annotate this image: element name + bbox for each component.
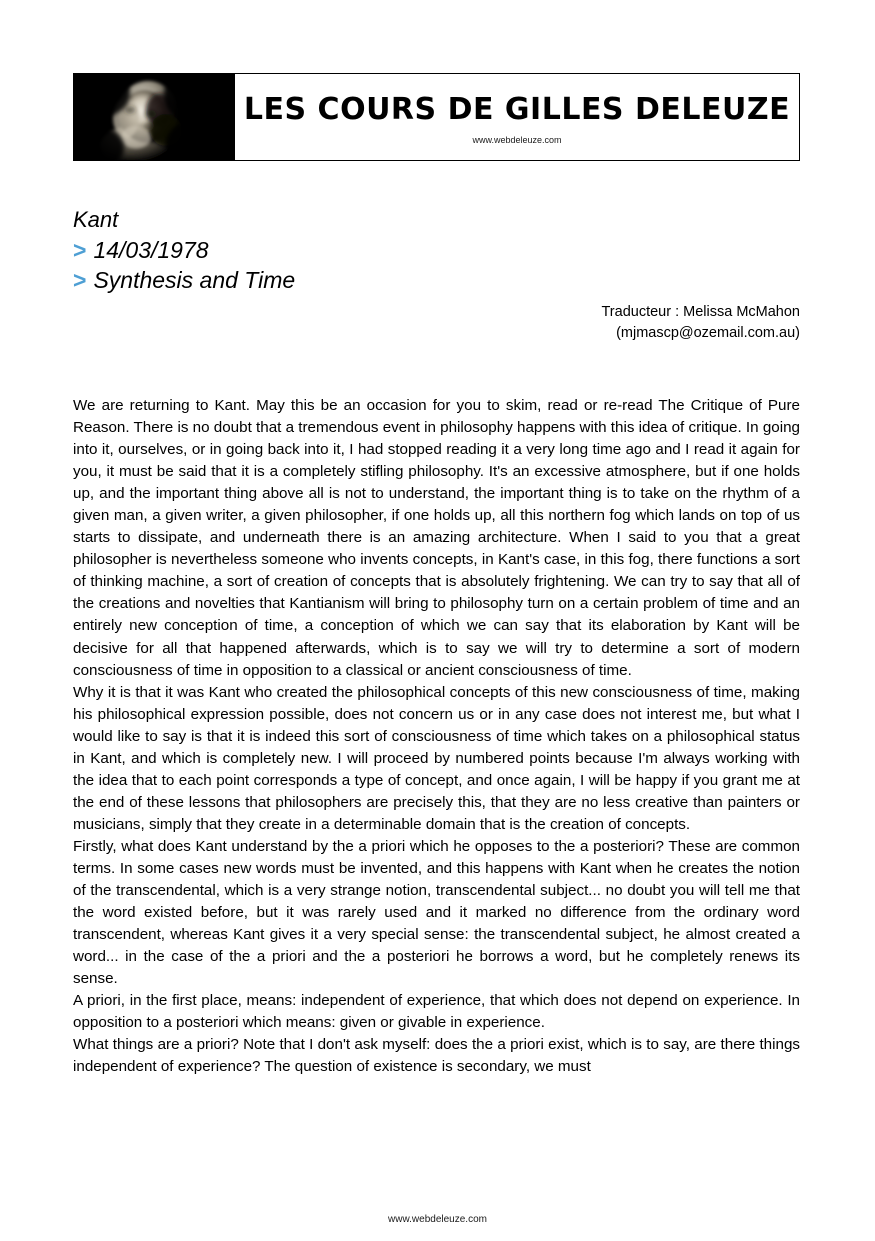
body-paragraph: We are returning to Kant. May this be an occasion for you to skim, read or re-read The Critique of Pure Reason. There is no doubt that a tremendous event in philosophy happens with this idea of critique. In going into it, ourselves, or in going back into it, I had stopped reading it a very long time ago and I read it again for you, it must be said that it is a completely stifling philosophy. It's an excessive atmosphere, but if one holds up, and the important thing above all is not to understand, the important thing is to take on the rhythm of a given man, a given writer, a given philosopher, if one holds up, all this northern fog which lands on top of us starts to dissipate, and underneath there is an amazing architecture. When I said to you that a great philosopher is nevertheless someone who invents concepts, in Kant's case, in this fog, there functions a sort of thinking machine, a sort of creation of concepts that is absolutely frightening. We can try to say that all of the creations and novelties that Kantianism will bring to philosophy turn on a certain problem of time and an entirely new conception of time, a conception of which we can say that its elaboration by Kant will be decisive for all that happened afterwards, which is to say we will try to determine a sort of modern consciousness of time in opposition to a classical or ancient consciousness of time. [73, 397, 800, 679]
course-name-label: Kant [73, 207, 119, 232]
document-body [73, 395, 800, 1078]
footer-website-url: www.webdeleuze.com [388, 1214, 487, 1225]
chevron-right-icon: > [73, 237, 87, 263]
body-paragraph: What things are a priori? Note that I don't ask myself: does the a priori exist, which is to say, are there things independent of experience? The question of existence is secondary, we must [73, 1036, 800, 1076]
course-name [73, 205, 573, 235]
portrait-image [74, 74, 235, 160]
page-title: LES COURS DE GILLES DELEUZE [243, 92, 791, 127]
header-title-area [235, 74, 799, 160]
lecture-subject: Synthesis and Time [93, 267, 296, 293]
lecture-date: 14/03/1978 [93, 237, 209, 263]
gilles-deleuze-portrait [74, 74, 235, 160]
translator-email: (mjmascp@ozemail.com.au) [616, 325, 800, 341]
body-paragraph: Why it is that it was Kant who created the philosophical concepts of this new consciousness of time, making his philosophical expression possible, does not concern us or in any case does not interest me, but what I would like to say is that it is indeed this sort of consciousness of time which takes on a philosophical status in Kant, and which is completely new. I will proceed by numbered points because I'm always working with the idea that to each point corresponds a type of concept, and once again, I will be happy if you grant me at the end of these lessons that philosophers are precisely this, that they are no less creative than painters or musicians, simply that they create in a determinable domain that is the creation of concepts. [73, 683, 800, 833]
body-paragraph: A priori, in the first place, means: independent of experience, that which does not depend on experience. In opposition to a posteriori which means: given or givable in experience. [73, 992, 800, 1032]
lecture-subject-line [73, 265, 573, 295]
lecture-date-line [73, 235, 573, 265]
body-paragraph: Firstly, what does Kant understand by the a priori which he opposes to the a posteriori? These are common terms. In some cases new words must be invented, and this happens with Kant when he creates the notion of the transcendental, which is a very strange notion, transcendental subject... no doubt you will tell me that the word existed before, but it was rarely used and it marked no difference from the ordinary word transcendent, whereas Kant gives it a very special sense: the transcendental subject, he almost created a word... in the case of the a priori and the a posteriori he borrows a word, but he completely renews its sense. [73, 837, 800, 988]
translator-credit [601, 302, 800, 344]
translator-name: Traducteur : Melissa McMahon [601, 304, 800, 320]
chevron-right-icon: > [73, 267, 87, 293]
header-banner [73, 73, 800, 161]
lecture-title-block [73, 205, 573, 295]
header-website-url: www.webdeleuze.com [472, 135, 562, 145]
